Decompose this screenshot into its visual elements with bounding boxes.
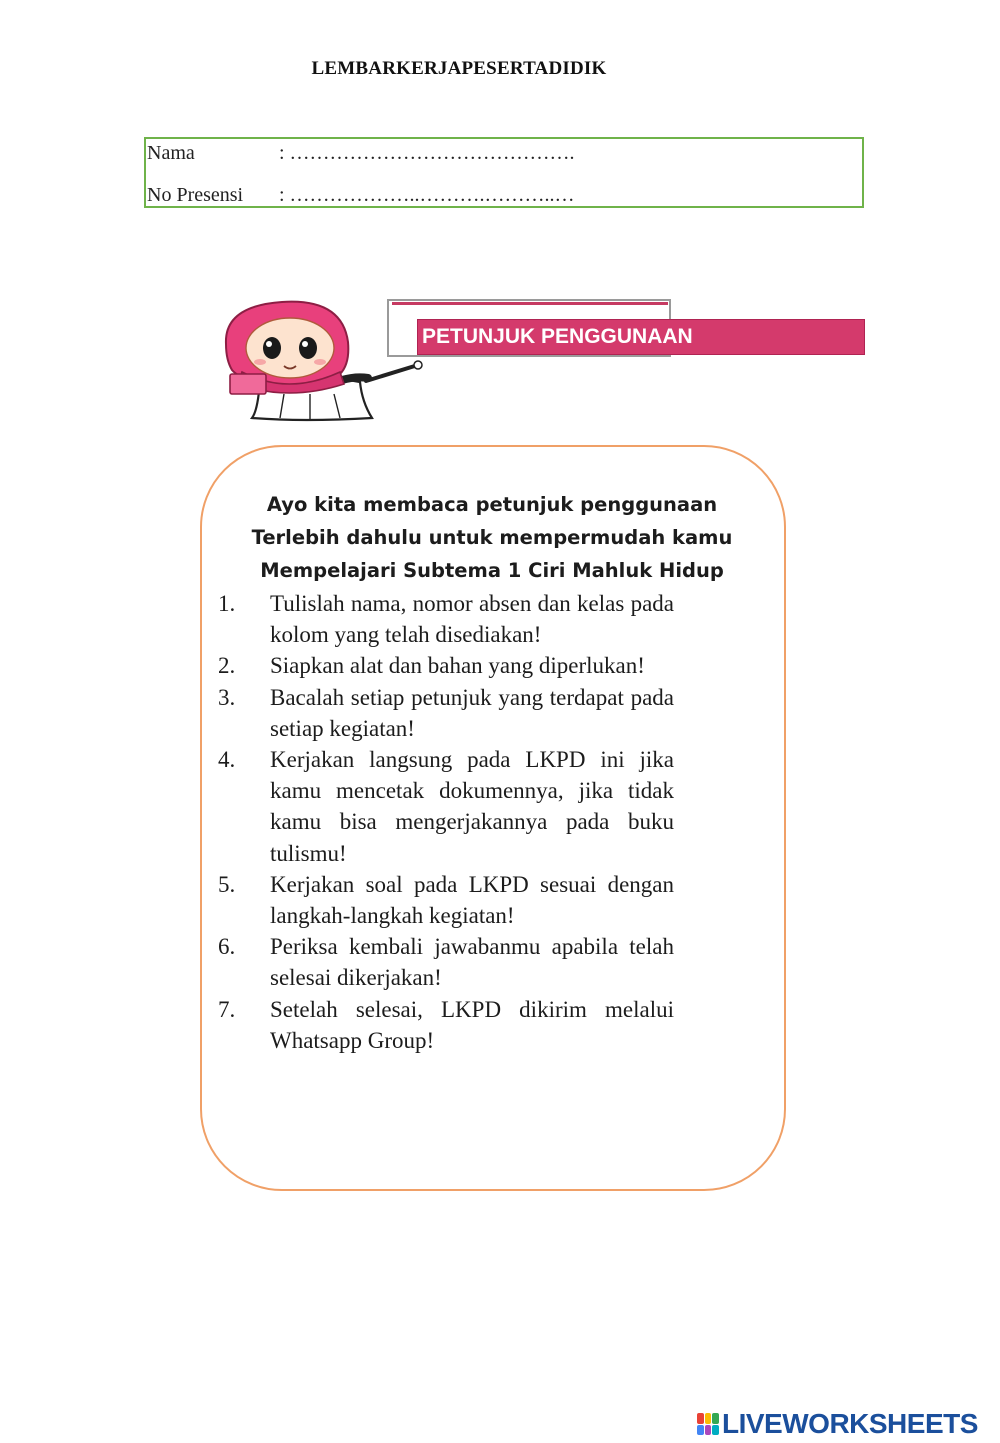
presensi-field[interactable] [147,184,575,207]
step-number: 3. [218,684,236,710]
step-text: Kerjakan soal pada LKPD sesuai dengan langkah-langkah kegiatan! [270,871,674,929]
instruction-step [218,744,674,869]
instruction-step [218,588,674,650]
intro-line: Ayo kita membaca petunjuk penggunaan [266,493,718,516]
step-number: 4. [218,747,236,773]
petunjuk-banner: PETUNJUK PENGGUNAAN [417,319,865,355]
step-text: Periksa kembali jawabanmu apabila telah selesai dikerjakan! [270,934,674,991]
step-number: 5. [218,871,236,897]
liveworksheets-logo-text: LIVEWORKSHEETS [722,1408,978,1439]
step-number: 6. [218,934,236,960]
instruction-step [218,931,674,993]
presensi-dots: : ………………..……….………..… [279,184,575,206]
step-text: Kerjakan langsung pada LKPD ini jika kamu mencetak dokumennya, jika tidak kamu bisa mengerjakannya pada buku tulismu! [270,747,674,866]
instruction-step [218,994,674,1056]
instructions-intro [0,488,984,587]
step-text: Tulislah nama, nomor absen dan kelas pada kolom yang telah disediakan! [270,591,674,648]
step-number: 1. [218,591,236,616]
name-field[interactable] [147,142,575,165]
mascot-illustration [222,298,678,426]
document-title: LEMBARKERJAPESERTADIDIK [311,58,607,79]
step-number: 2. [218,653,236,679]
pointer-stick [366,365,418,381]
liveworksheets-logo[interactable] [697,1408,978,1440]
step-number: 7. [218,996,236,1022]
intro-line: Terlebih dahulu untuk mempermudah kamu [251,526,733,549]
step-text: Siapkan alat dan bahan yang diperlukan! [270,653,645,679]
liveworksheets-logo-icon [697,1413,719,1435]
presensi-label: No Presensi [147,184,244,206]
intro-line: Mempelajari Subtema 1 Ciri Mahluk Hidup [260,559,724,582]
step-text: Setelah selesai, LKPD dikirim melalui Whatsapp Group! [270,996,674,1053]
instruction-step [218,650,674,681]
step-text: Bacalah setiap petunjuk yang terdapat pada setiap kegiatan! [270,684,674,741]
identity-box [144,137,864,208]
instructions-list [218,588,674,1056]
name-label: Nama [147,142,195,164]
instruction-step [218,682,674,744]
mascot-book [230,374,266,394]
instruction-step [218,869,674,931]
name-dots: : ……………………………………. [279,142,575,164]
